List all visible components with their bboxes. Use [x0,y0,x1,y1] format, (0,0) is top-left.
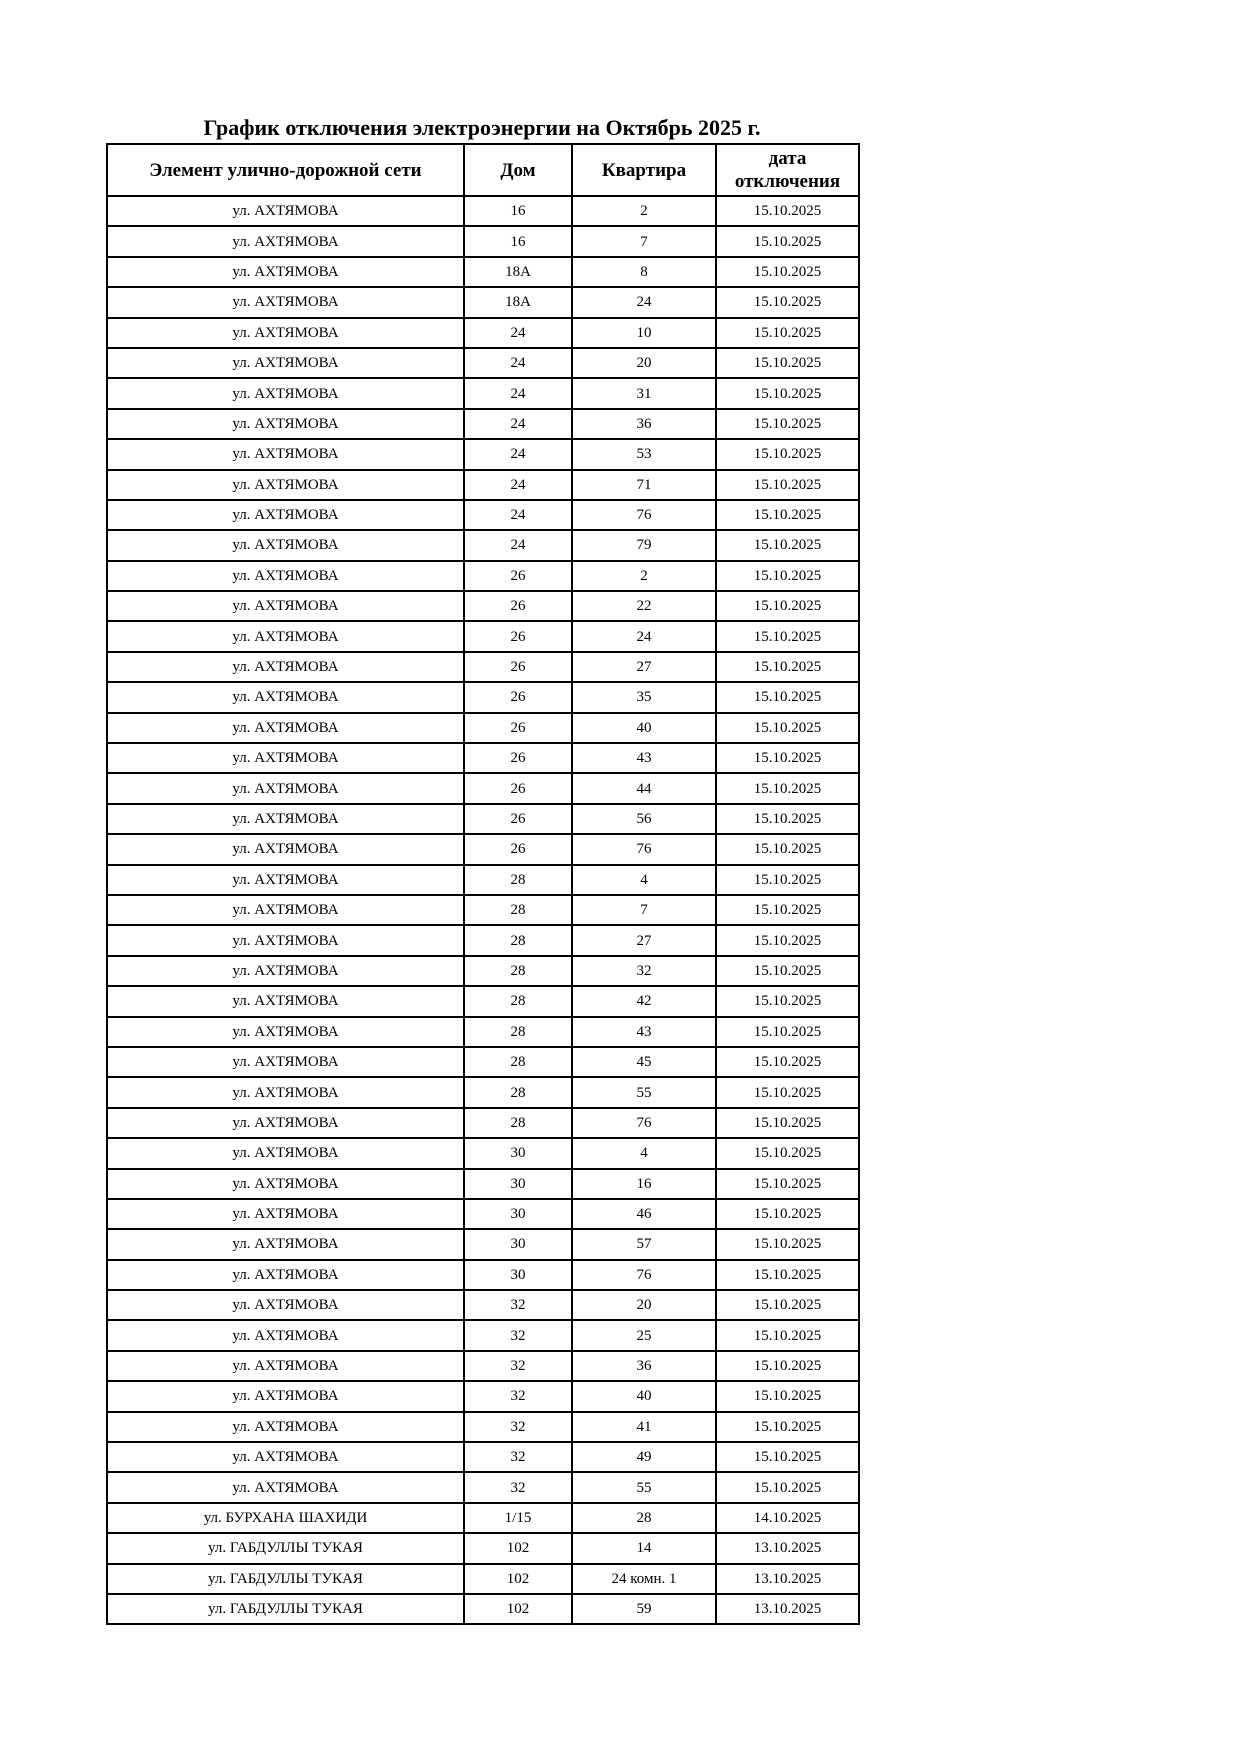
cell-street: ул. АХТЯМОВА [107,470,464,500]
cell-outage-date: 15.10.2025 [716,1047,859,1077]
cell-apartment: 59 [572,1594,716,1624]
cell-outage-date: 15.10.2025 [716,439,859,469]
cell-street: ул. АХТЯМОВА [107,1047,464,1077]
cell-outage-date: 15.10.2025 [716,1077,859,1107]
cell-house: 32 [464,1412,572,1442]
cell-house: 102 [464,1594,572,1624]
cell-outage-date: 15.10.2025 [716,530,859,560]
cell-outage-date: 15.10.2025 [716,318,859,348]
cell-house: 28 [464,1077,572,1107]
cell-outage-date: 15.10.2025 [716,591,859,621]
cell-house: 32 [464,1351,572,1381]
table-row [107,1017,859,1047]
cell-outage-date: 15.10.2025 [716,1442,859,1472]
cell-apartment: 2 [572,561,716,591]
cell-house: 102 [464,1564,572,1594]
table-row [107,925,859,955]
header-street: Элемент улично-дорожной сети [107,144,464,196]
table-row [107,196,859,226]
cell-house: 32 [464,1381,572,1411]
cell-house: 32 [464,1320,572,1350]
cell-apartment: 36 [572,1351,716,1381]
cell-outage-date: 15.10.2025 [716,500,859,530]
table-row [107,1260,859,1290]
cell-outage-date: 15.10.2025 [716,986,859,1016]
table-row [107,773,859,803]
cell-outage-date: 15.10.2025 [716,1199,859,1229]
cell-apartment: 14 [572,1533,716,1563]
cell-apartment: 43 [572,743,716,773]
table-row [107,1442,859,1472]
cell-street: ул. АХТЯМОВА [107,1138,464,1168]
cell-house: 102 [464,1533,572,1563]
cell-apartment: 41 [572,1412,716,1442]
table-row [107,287,859,317]
cell-outage-date: 15.10.2025 [716,1169,859,1199]
cell-street: ул. АХТЯМОВА [107,895,464,925]
cell-apartment: 40 [572,713,716,743]
table-row [107,1503,859,1533]
cell-apartment: 76 [572,834,716,864]
cell-apartment: 40 [572,1381,716,1411]
cell-house: 28 [464,986,572,1016]
cell-outage-date: 15.10.2025 [716,956,859,986]
cell-street: ул. АХТЯМОВА [107,956,464,986]
cell-street: ул. АХТЯМОВА [107,348,464,378]
cell-apartment: 20 [572,1290,716,1320]
cell-apartment: 46 [572,1199,716,1229]
cell-apartment: 42 [572,986,716,1016]
table-row [107,591,859,621]
table-row [107,986,859,1016]
cell-apartment: 24 [572,287,716,317]
cell-apartment: 55 [572,1077,716,1107]
cell-street: ул. АХТЯМОВА [107,530,464,560]
cell-apartment: 2 [572,196,716,226]
cell-apartment: 31 [572,378,716,408]
cell-house: 26 [464,652,572,682]
cell-house: 28 [464,1017,572,1047]
cell-street: ул. АХТЯМОВА [107,591,464,621]
cell-house: 26 [464,834,572,864]
cell-house: 24 [464,378,572,408]
cell-outage-date: 15.10.2025 [716,895,859,925]
header-apartment: Квартира [572,144,716,196]
cell-outage-date: 15.10.2025 [716,1108,859,1138]
outage-schedule-table [106,143,860,1625]
cell-street: ул. АХТЯМОВА [107,865,464,895]
cell-house: 30 [464,1260,572,1290]
cell-apartment: 27 [572,925,716,955]
cell-apartment: 4 [572,865,716,895]
cell-apartment: 24 [572,621,716,651]
cell-apartment: 8 [572,257,716,287]
cell-outage-date: 15.10.2025 [716,652,859,682]
cell-house: 28 [464,925,572,955]
cell-apartment: 79 [572,530,716,560]
cell-street: ул. АХТЯМОВА [107,1290,464,1320]
cell-apartment: 7 [572,226,716,256]
cell-street: ул. АХТЯМОВА [107,834,464,864]
cell-apartment: 35 [572,682,716,712]
table-body [107,196,859,1624]
cell-house: 28 [464,895,572,925]
cell-street: ул. АХТЯМОВА [107,1472,464,1502]
table-row [107,1199,859,1229]
cell-street: ул. АХТЯМОВА [107,773,464,803]
cell-outage-date: 15.10.2025 [716,1412,859,1442]
cell-street: ул. ГАБДУЛЛЫ ТУКАЯ [107,1564,464,1594]
cell-street: ул. АХТЯМОВА [107,1108,464,1138]
cell-street: ул. ГАБДУЛЛЫ ТУКАЯ [107,1533,464,1563]
cell-street: ул. АХТЯМОВА [107,652,464,682]
table-row [107,561,859,591]
table-row [107,652,859,682]
table-header-row [107,144,859,196]
cell-house: 24 [464,409,572,439]
cell-apartment: 16 [572,1169,716,1199]
cell-street: ул. АХТЯМОВА [107,682,464,712]
cell-apartment: 53 [572,439,716,469]
cell-street: ул. АХТЯМОВА [107,287,464,317]
table-row [107,257,859,287]
cell-street: ул. ГАБДУЛЛЫ ТУКАЯ [107,1594,464,1624]
cell-outage-date: 15.10.2025 [716,257,859,287]
cell-apartment: 57 [572,1229,716,1259]
table-row [107,834,859,864]
cell-apartment: 56 [572,804,716,834]
cell-apartment: 76 [572,500,716,530]
cell-street: ул. АХТЯМОВА [107,713,464,743]
cell-house: 26 [464,621,572,651]
cell-street: ул. АХТЯМОВА [107,986,464,1016]
cell-street: ул. АХТЯМОВА [107,318,464,348]
cell-street: ул. АХТЯМОВА [107,439,464,469]
cell-house: 30 [464,1169,572,1199]
cell-outage-date: 15.10.2025 [716,196,859,226]
cell-house: 1/15 [464,1503,572,1533]
cell-house: 32 [464,1290,572,1320]
cell-street: ул. АХТЯМОВА [107,1320,464,1350]
cell-house: 28 [464,956,572,986]
cell-outage-date: 13.10.2025 [716,1564,859,1594]
cell-street: ул. АХТЯМОВА [107,196,464,226]
table-row [107,1229,859,1259]
table-row [107,1564,859,1594]
cell-street: ул. АХТЯМОВА [107,1199,464,1229]
cell-apartment: 76 [572,1260,716,1290]
cell-street: ул. АХТЯМОВА [107,1351,464,1381]
cell-apartment: 43 [572,1017,716,1047]
cell-street: ул. АХТЯМОВА [107,226,464,256]
cell-street: ул. АХТЯМОВА [107,743,464,773]
table-row [107,1290,859,1320]
cell-outage-date: 15.10.2025 [716,470,859,500]
cell-house: 30 [464,1199,572,1229]
cell-outage-date: 15.10.2025 [716,743,859,773]
cell-outage-date: 15.10.2025 [716,834,859,864]
cell-house: 32 [464,1472,572,1502]
cell-apartment: 22 [572,591,716,621]
table-row [107,530,859,560]
cell-house: 26 [464,561,572,591]
cell-apartment: 28 [572,1503,716,1533]
cell-street: ул. АХТЯМОВА [107,925,464,955]
cell-street: ул. АХТЯМОВА [107,1260,464,1290]
cell-outage-date: 15.10.2025 [716,1017,859,1047]
cell-street: ул. АХТЯМОВА [107,1442,464,1472]
page-title: График отключения электроэнергии на Октябрь 2025 г. [203,115,761,140]
cell-apartment: 55 [572,1472,716,1502]
cell-house: 26 [464,682,572,712]
table-row [107,1472,859,1502]
table-row [107,500,859,530]
cell-apartment: 44 [572,773,716,803]
cell-street: ул. АХТЯМОВА [107,409,464,439]
cell-street: ул. АХТЯМОВА [107,1077,464,1107]
cell-outage-date: 15.10.2025 [716,804,859,834]
table-row [107,1412,859,1442]
cell-apartment: 7 [572,895,716,925]
cell-street: ул. АХТЯМОВА [107,621,464,651]
cell-house: 26 [464,591,572,621]
cell-street: ул. АХТЯМОВА [107,1017,464,1047]
cell-house: 18А [464,257,572,287]
cell-apartment: 27 [572,652,716,682]
table-row [107,1108,859,1138]
cell-outage-date: 15.10.2025 [716,682,859,712]
cell-street: ул. АХТЯМОВА [107,1412,464,1442]
cell-street: ул. АХТЯМОВА [107,1381,464,1411]
cell-outage-date: 15.10.2025 [716,1472,859,1502]
cell-house: 32 [464,1442,572,1472]
cell-outage-date: 15.10.2025 [716,348,859,378]
cell-house: 16 [464,226,572,256]
table-row [107,895,859,925]
table-row [107,713,859,743]
table-row [107,439,859,469]
cell-street: ул. АХТЯМОВА [107,1229,464,1259]
cell-house: 28 [464,865,572,895]
cell-house: 28 [464,1108,572,1138]
cell-outage-date: 15.10.2025 [716,1229,859,1259]
table-row [107,743,859,773]
cell-street: ул. АХТЯМОВА [107,804,464,834]
cell-outage-date: 14.10.2025 [716,1503,859,1533]
cell-house: 24 [464,318,572,348]
table-row [107,348,859,378]
header-outage-date: дата отключения [716,144,859,196]
cell-street: ул. АХТЯМОВА [107,500,464,530]
table-row [107,1320,859,1350]
cell-outage-date: 15.10.2025 [716,1351,859,1381]
cell-outage-date: 15.10.2025 [716,1138,859,1168]
cell-outage-date: 15.10.2025 [716,378,859,408]
cell-outage-date: 15.10.2025 [716,925,859,955]
table-row [107,1381,859,1411]
cell-house: 24 [464,530,572,560]
cell-house: 28 [464,1047,572,1077]
table-row [107,956,859,986]
cell-apartment: 10 [572,318,716,348]
cell-house: 24 [464,439,572,469]
cell-apartment: 32 [572,956,716,986]
table-row [107,1533,859,1563]
table-row [107,226,859,256]
cell-apartment: 76 [572,1108,716,1138]
table-row [107,621,859,651]
cell-house: 24 [464,470,572,500]
cell-outage-date: 15.10.2025 [716,1260,859,1290]
cell-outage-date: 15.10.2025 [716,409,859,439]
cell-house: 30 [464,1229,572,1259]
table-row [107,804,859,834]
cell-outage-date: 15.10.2025 [716,713,859,743]
table-row [107,378,859,408]
table-row [107,1138,859,1168]
cell-street: ул. БУРХАНА ШАХИДИ [107,1503,464,1533]
cell-house: 24 [464,500,572,530]
cell-house: 30 [464,1138,572,1168]
cell-house: 26 [464,804,572,834]
cell-house: 26 [464,773,572,803]
header-house: Дом [464,144,572,196]
cell-apartment: 20 [572,348,716,378]
table-row [107,1047,859,1077]
table-row [107,1594,859,1624]
cell-outage-date: 15.10.2025 [716,621,859,651]
cell-house: 24 [464,348,572,378]
cell-outage-date: 15.10.2025 [716,1320,859,1350]
cell-apartment: 4 [572,1138,716,1168]
cell-apartment: 45 [572,1047,716,1077]
table-row [107,1351,859,1381]
cell-outage-date: 15.10.2025 [716,287,859,317]
table-row [107,409,859,439]
cell-house: 18А [464,287,572,317]
cell-street: ул. АХТЯМОВА [107,561,464,591]
cell-apartment: 25 [572,1320,716,1350]
table-row [107,1077,859,1107]
cell-outage-date: 15.10.2025 [716,1381,859,1411]
cell-outage-date: 15.10.2025 [716,1290,859,1320]
cell-outage-date: 15.10.2025 [716,561,859,591]
table-row [107,1169,859,1199]
cell-street: ул. АХТЯМОВА [107,1169,464,1199]
table-row [107,865,859,895]
cell-house: 26 [464,713,572,743]
cell-street: ул. АХТЯМОВА [107,378,464,408]
table-row [107,682,859,712]
cell-house: 26 [464,743,572,773]
cell-outage-date: 15.10.2025 [716,226,859,256]
cell-apartment: 36 [572,409,716,439]
cell-street: ул. АХТЯМОВА [107,257,464,287]
cell-apartment: 71 [572,470,716,500]
cell-outage-date: 15.10.2025 [716,773,859,803]
table-row [107,318,859,348]
table-row [107,470,859,500]
cell-house: 16 [464,196,572,226]
cell-apartment: 24 комн. 1 [572,1564,716,1594]
cell-outage-date: 13.10.2025 [716,1533,859,1563]
cell-outage-date: 13.10.2025 [716,1594,859,1624]
cell-apartment: 49 [572,1442,716,1472]
cell-outage-date: 15.10.2025 [716,865,859,895]
